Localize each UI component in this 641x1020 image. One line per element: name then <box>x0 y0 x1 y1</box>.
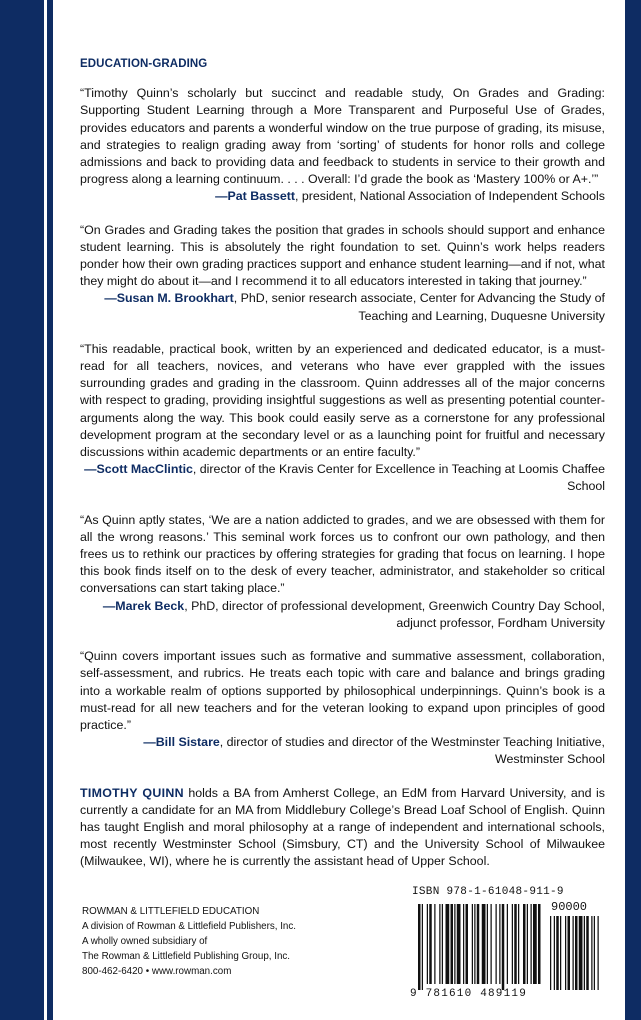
blurb-quote: “This readable, practical book, written by an experienced and dedicated educator, is a must-read for all teachers, novices, and veterans who have ever grappled with the issues surrounding grades and grading in the classroom. Quinn addresses all of the major concerns with respect to grading, providing insightful suggestions as well as presenting potential counter-arguments along the way. This book could easily serve as a cornerstone for any professional development program at the secondary level or as a launching point for fruitful and necessary discussions within academic departments or an entire faculty.” <box>80 341 605 460</box>
blurb-quote: “Quinn covers important issues such as formative and summative assessment, collaboration, self-assessment, and rubrics. He treats each topic with care and balance and brings grading into a workable realm of options supported by philosophical underpinnings. Quinn’s book is a must-read for all new teachers and for the veteran looking to expand upon principles of good practice.” <box>80 649 605 732</box>
blurb-2 <box>80 222 605 325</box>
barcode-bar <box>477 904 480 984</box>
barcode-bar <box>482 904 486 984</box>
barcode-bar <box>429 904 432 984</box>
barcode-bar <box>514 904 517 984</box>
addon-bar <box>568 916 571 990</box>
addon-bar <box>573 916 574 990</box>
blurb-author: —Marek Beck <box>102 598 185 613</box>
back-cover-content <box>80 56 605 871</box>
barcode-bar <box>454 904 455 984</box>
addon-bar <box>560 916 561 990</box>
blurb-4 <box>80 512 605 632</box>
isbn-number: ISBN 978-1-61048-911-9 <box>412 886 564 898</box>
barcode-bar <box>496 904 497 984</box>
barcode-bar <box>518 904 519 984</box>
addon-bar <box>598 916 599 990</box>
ean-barcode-bars <box>406 886 602 1002</box>
blurb-author: —Pat Bassett <box>215 189 296 204</box>
barcode-bar <box>533 904 537 984</box>
blurb-3 <box>80 341 605 496</box>
barcode-bar <box>427 904 428 984</box>
addon-bar <box>565 916 566 990</box>
barcode-bar <box>474 904 475 984</box>
barcode-bar <box>538 904 541 984</box>
blurb-attribution <box>80 734 605 768</box>
blurb-author: —Susan M. Brookhart <box>104 291 234 306</box>
right-edge-strip <box>625 0 633 1020</box>
addon-bar <box>556 916 559 990</box>
ean-digits: 9 781610 489119 <box>410 988 528 1000</box>
blurb-quote: “On Grades and Grading takes the position that grades in schools should support and enhance student learning. This is absolutely the right foundation to set. Quinn’s work helps readers ponder how their own grading practices support and enhance student learning—and if not, what they might do about it—and I recommend it to all educators interested in taking that journey.” <box>80 222 605 289</box>
blurb-author: —Scott MacClintic <box>84 462 193 477</box>
blurb-author: —Bill Sistare <box>143 735 220 750</box>
blurb-quote: “As Quinn aptly states, ‘We are a nation addicted to grades, and we are obsessed with them for all the wrong reasons.’ This seminal work forces us to confront our own pathology, and then frees us to rethink our practices by offering strategies for grading that focus on learning. I hope this book finds itself on to the desk of every teacher, administrator, and stakeholder so critical conversations can start taking place.” <box>80 512 605 596</box>
barcode-bar <box>523 904 526 984</box>
barcode-bar <box>439 904 440 984</box>
blurb-5 <box>80 648 605 768</box>
publisher-info <box>82 904 296 979</box>
barcode-bar <box>451 904 454 984</box>
blurb-author-title: , PhD, senior research associate, Center for Advancing the Study of Teaching and Learning, Duquesne University <box>233 291 605 323</box>
barcode-bar <box>512 904 513 984</box>
addon-barcode-bars <box>550 916 599 990</box>
barcode-bar <box>434 904 435 984</box>
blurb-author-title: , director of the Kravis Center for Excellence in Teaching at Loomis Chaffee School <box>192 462 605 494</box>
barcode-bar <box>472 904 473 984</box>
barcode-bar <box>446 904 450 984</box>
blurb-author-title: , PhD, director of professional development, Greenwich Country Day School, adjunct professor, Fordham University <box>184 598 605 630</box>
addon-bar <box>554 916 555 990</box>
addon-bar <box>575 916 578 990</box>
blurb-attribution <box>80 461 605 495</box>
barcode-bar <box>527 904 528 984</box>
category-label: EDUCATION-GRADING <box>80 58 208 70</box>
author-bio <box>80 785 605 871</box>
barcode-bar <box>502 904 505 990</box>
barcode-bar <box>418 904 421 990</box>
blurb-attribution <box>80 290 605 324</box>
addon-bar <box>586 916 589 990</box>
addon-bar <box>550 916 551 990</box>
barcode-bar <box>442 904 443 984</box>
isbn-barcode <box>406 886 602 1002</box>
blurb-author-title: , president, National Association of Independent Schools <box>295 189 605 204</box>
addon-bar <box>579 916 583 990</box>
publisher-subsidiary: A wholly owned subsidiary of <box>82 936 208 947</box>
barcode-bar <box>457 904 461 984</box>
publisher-name: ROWMAN & LITTLEFIELD EDUCATION <box>82 906 260 917</box>
barcode-bar <box>491 904 492 984</box>
barcode-bar <box>531 904 532 984</box>
publisher-division: A division of Rowman & Littlefield Publishers, Inc. <box>82 921 297 932</box>
publisher-group: The Rowman & Littlefield Publishing Group, Inc. <box>82 951 291 962</box>
main-barcode-bars <box>418 904 541 990</box>
price-code: 90000 <box>551 900 588 914</box>
addon-bar <box>584 916 585 990</box>
barcode-bar <box>499 904 500 984</box>
publisher-contact: 800-462-6420 • www.rowman.com <box>82 966 232 977</box>
blurb-attribution <box>80 188 605 205</box>
barcode-bar <box>466 904 469 984</box>
addon-bar <box>591 916 592 990</box>
blurb-1 <box>80 85 605 205</box>
barcode-bar <box>422 904 423 990</box>
barcode-bar <box>463 904 464 984</box>
barcode-bar <box>487 904 488 984</box>
barcode-bar <box>507 904 508 984</box>
blurb-quote: “Timothy Quinn’s scholarly but succinct and readable study, On Grades and Grading: Supporting Student Learning through a More Transparent and Purposeful Use of Grades, provides educators and parents a wonderful window on the true purpose of grading, its misuse, and strategies to realign grading away from ‘sorting’ of students for honor rolls and college admissions and back to providing data and feedback to students in service to their growth and progress along a learning continuum. . . . Overall: I’d grade the book as ‘Mastery 100% or A+.’” <box>80 86 605 187</box>
blurb-attribution <box>80 598 605 632</box>
author-name: TIMOTHY QUINN <box>80 785 184 800</box>
author-bio-text: holds a BA from Amherst College, an EdM from Harvard University, and is currently a candidate for an MA from Middlebury College’s Bread Loaf School of English. Quinn has taught English and moral philosophy at a range of independent and international schools, most recently Westminster School (Simsbury, CT) and the University School of Milwaukee (Milwaukee, WI), where he is currently the assistant head of Upper School. <box>80 785 605 869</box>
addon-bar <box>594 916 595 990</box>
blurb-author-title: , director of studies and director of the Westminster Teaching Initiative, Westminster School <box>219 735 605 767</box>
